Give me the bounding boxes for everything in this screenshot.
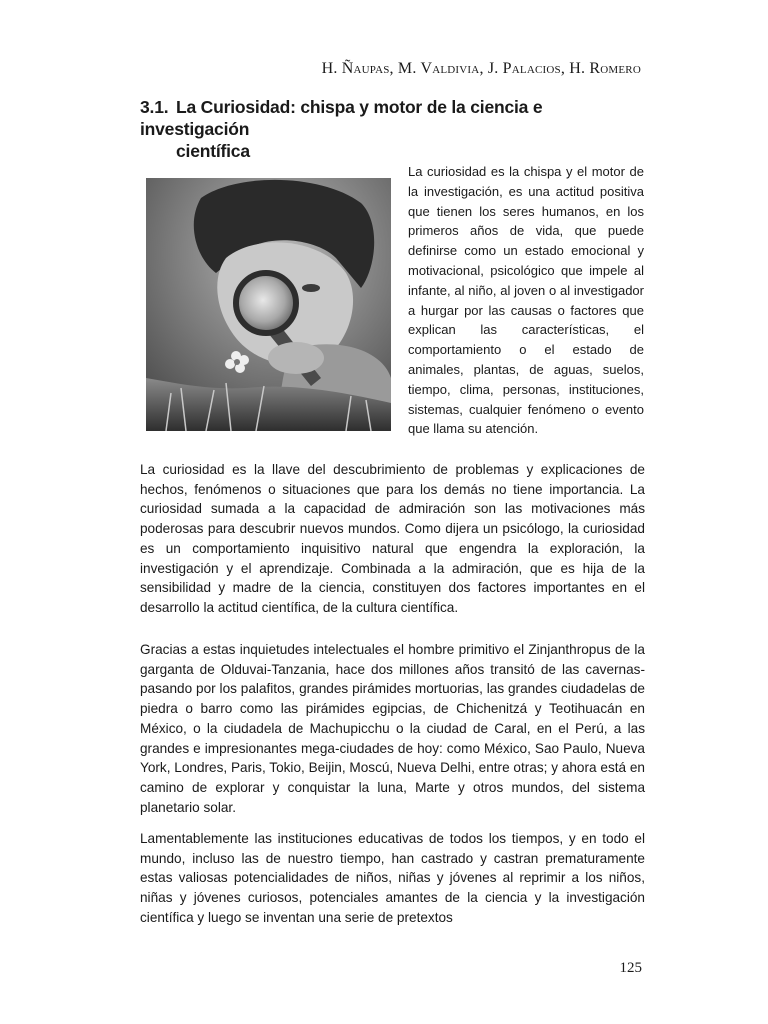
side-paragraph: La curiosidad es la chispa y el motor de la investigación, es una actitud positiva que tienen los seres humanos, en los primeros años de vida, que puede definirse como un estado emocional y motivacional, psicológico que impele al infante, al niño, al joven o al investigador a hurgar por las causas o factores que explican las características, el comportamiento o el estado de animales, plantas, de aguas, suelos, tiempo, clima, personas, instituciones, sistemas, cualquier fenómeno o evento que llama su atención. bbox=[408, 164, 644, 437]
boy-with-magnifying-glass-photo bbox=[146, 178, 391, 431]
page-number: 125 bbox=[619, 960, 642, 976]
paragraph-1: La curiosidad es la llave del descubrimiento de problemas y explicaciones de hechos, fenómenos o situaciones que para los demás no tiene importancia. La curiosidad sumada a la capacidad de admiración son las motivaciones más poderosas para descubrir nuevos mundos. Como dijera un psicólogo, la curiosidad es un comportamiento inquisitivo natural que engendra la exploración, la investigación y el aprendizaje. Combinada a la admiración, que es hija de la sensibilidad y madre de la ciencia, constituyen dos factores importantes en el desarrollo la actitud científica, de la cultura científica. bbox=[140, 462, 645, 615]
paragraph-2: Gracias a estas inquietudes intelectuales el hombre primitivo el Zinjanthropus de la garganta de Olduvai-Tanzania, hace dos millones años transitó de las cavernas-pasando por los palafitos, grandes pirámides mortuorias, las grandes ciudadelas de piedra o barro como las pirámides egipcias, de Chichenitzá y Teotihuacán en México, o la ciudadela de Machupicchu o la ciudad de Caral, en el Perú, a las grandes e impresionantes mega-ciudades de hoy: como México, Sao Paulo, Nueva York, Londres, Paris, Tokio, Beijin, Moscú, Nueva Delhi, entre otras; y ahora está en camino de explorar y conquistar la luna, Marte y otros mundos, del sistema planetario solar. bbox=[140, 642, 645, 815]
section-title-line1: La Curiosidad: chispa y motor de la ciencia e investigación bbox=[140, 97, 543, 139]
section-number: 3.1. bbox=[140, 97, 169, 117]
paragraph-3: Lamentablemente las instituciones educativas de todos los tiempos, y en todo el mundo, incluso las de nuestro tiempo, han castrado y castran prematuramente estas valiosas potencialidades de niños, niñas y jóvenes al reprimir a los niños, niñas y jóvenes curiosos, potenciales amantes de la ciencia y la investigación científica y luego se inventan una serie de pretextos bbox=[140, 831, 645, 925]
section-title-line2: científica bbox=[176, 141, 250, 161]
section-title bbox=[140, 96, 650, 162]
running-header-authors: H. Ñaupas, M. Valdivia, J. Palacios, H. Romero bbox=[321, 60, 641, 77]
